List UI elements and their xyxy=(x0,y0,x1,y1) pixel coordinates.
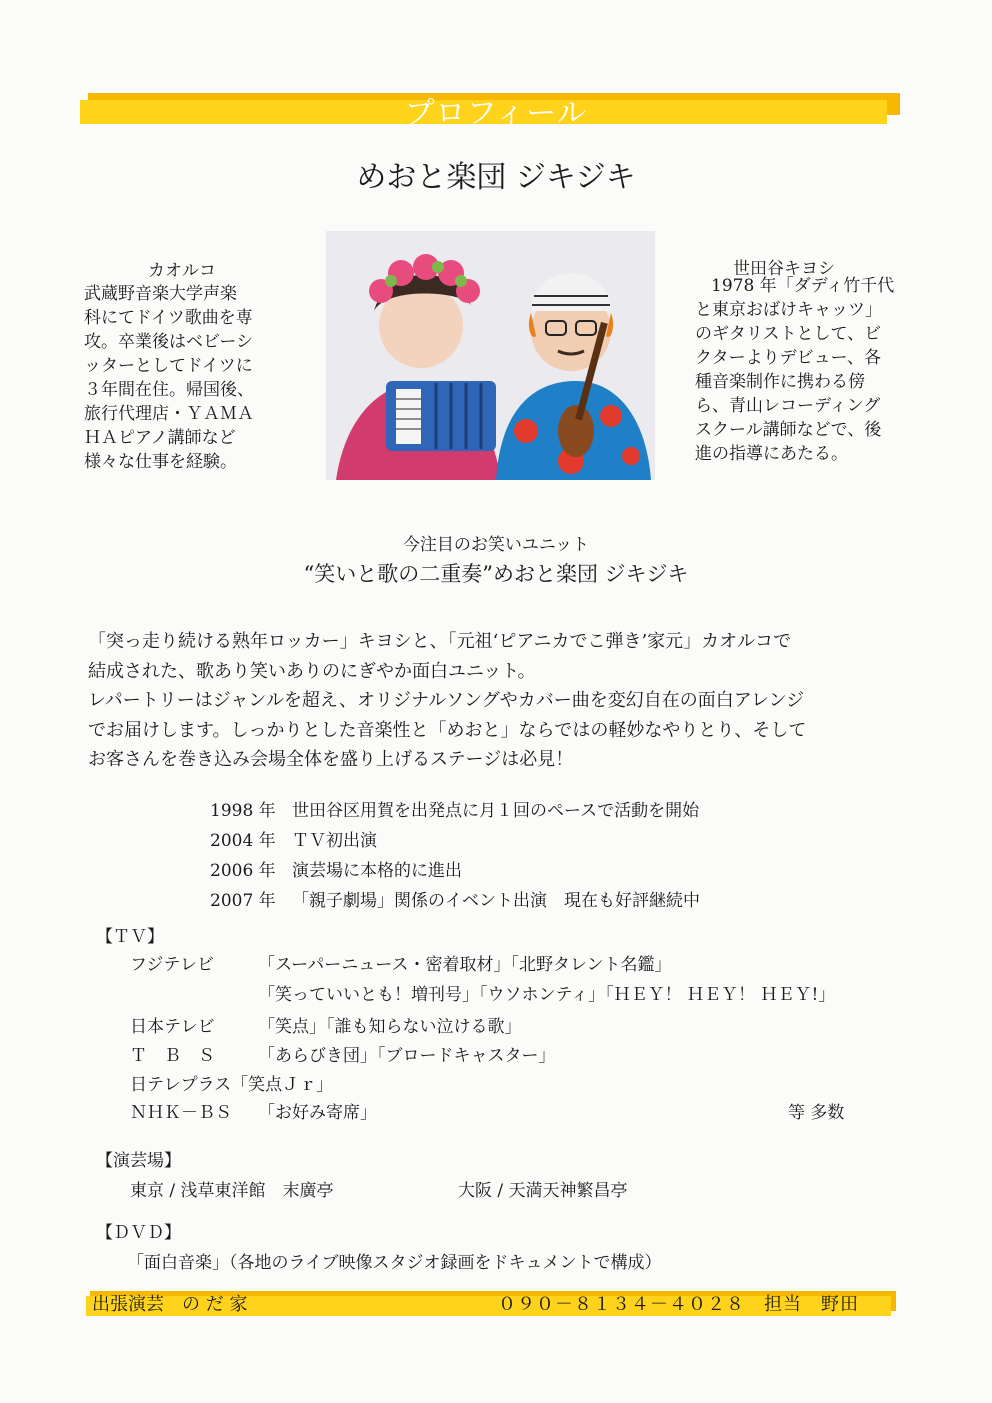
tv-network: 日本テレビ xyxy=(130,1017,215,1037)
history-event: 演芸場に本格的に進出 xyxy=(292,861,462,881)
tv-shows: 「お好み寄席」 xyxy=(258,1103,377,1123)
history-row xyxy=(210,856,700,886)
subtitle-tagline: 今注目のお笑いユニット xyxy=(402,535,590,555)
history-event: ＴＶ初出演 xyxy=(292,831,377,851)
bio-line: ３年間在住。帰国後、 xyxy=(84,380,254,400)
tv-network: フジテレビ xyxy=(130,955,214,975)
intro-paragraph xyxy=(88,627,908,775)
tv-line xyxy=(130,1041,556,1066)
bio-line: 旅行代理店・ＹＡＭＡ xyxy=(84,404,254,424)
history-year: 2006 年 xyxy=(210,861,276,881)
tv-line xyxy=(130,1070,333,1095)
bio-line: ッターとしてドイツに xyxy=(84,356,253,376)
tv-etc-note: 等 多数 xyxy=(788,1103,845,1123)
duo-photo xyxy=(326,231,655,480)
stage-venues-osaka xyxy=(458,1176,628,1201)
tv-line xyxy=(258,980,835,1005)
bio-line: 科にてドイツ歌曲を専 xyxy=(84,308,253,328)
subtitle-headline: “笑いと歌の二重奏”めおと楽団 ジキジキ xyxy=(303,562,689,586)
tv-heading: 【ＴＶ】 xyxy=(96,927,164,947)
bio-line: スクール講師などで、後 xyxy=(695,420,882,440)
duo-photo-illustration xyxy=(326,231,655,480)
history-row xyxy=(210,826,700,856)
left-member-bio xyxy=(84,282,294,474)
right-member-name: 世田谷キヨシ xyxy=(733,259,835,279)
bio-line: 種音楽制作に携わる傍 xyxy=(695,372,865,392)
intro-line: 「突っ走り続ける熟年ロッカー」キヨシと、「元祖‘ピアニカでこ弾き’家元」カオルコで xyxy=(88,631,792,652)
stage-heading: 【演芸場】 xyxy=(96,1151,181,1171)
stage-osaka: 大阪 / 天満天神繁昌亭 xyxy=(458,1181,628,1201)
footer-contact: ０９０－８１３４－４０２８ 担当 野田 xyxy=(498,1294,859,1315)
history-event: 「親子劇場」関係のイベント出演 現在も好評継続中 xyxy=(292,891,700,911)
history-row xyxy=(210,886,700,916)
bio-line: 進の指導にあたる。 xyxy=(695,444,848,464)
right-member-bio xyxy=(695,274,900,466)
intro-line: レパートリーはジャンルを超え、オリジナルソングやカバー曲を変幻自在の面白アレンジ xyxy=(88,690,805,711)
banner-title: プロフィール xyxy=(404,96,588,131)
tv-shows: 「スーパーニュース・密着取材」「北野タレント名鑑」 xyxy=(258,955,672,975)
stage-tokyo: 東京 / 浅草東洋館 末廣亭 xyxy=(130,1181,334,1201)
bio-line: 様々な仕事を経験。 xyxy=(84,452,237,472)
tv-network: Ｔ Ｂ Ｓ xyxy=(130,1046,215,1066)
history-year: 2007 年 xyxy=(210,891,276,911)
bio-line: ら、青山レコーディング xyxy=(695,396,881,416)
bio-line: 武蔵野音楽大学声楽 xyxy=(84,284,237,304)
stage-venues xyxy=(130,1176,334,1201)
bio-line: ＨＡピアノ講師など xyxy=(84,428,236,448)
dvd-item: 「面白音楽」（各地のライブ映像スタジオ録画をドキュメントで構成） xyxy=(127,1253,662,1273)
tv-line xyxy=(130,950,672,975)
history-list xyxy=(210,796,700,916)
tv-shows: 「笑点Ｊｒ」 xyxy=(231,1075,334,1095)
tv-shows: 「笑っていいとも！増刊号」「ウソホンティ」「ＨＥＹ！ ＨＥＹ！ ＨＥＹ!」 xyxy=(258,985,836,1005)
page-title: めおと楽団 ジキジキ xyxy=(356,160,636,195)
left-member-name: カオルコ xyxy=(148,261,216,281)
bio-line: クターよりデビュー、各 xyxy=(695,348,881,368)
bio-line: のギタリストとして、ビ xyxy=(695,324,882,344)
bio-line: 1978 年「ダディ竹千代 xyxy=(711,276,895,296)
dvd-heading: 【ＤＶＤ】 xyxy=(96,1223,181,1243)
tv-line xyxy=(130,1012,522,1037)
history-year: 2004 年 xyxy=(210,831,276,851)
intro-line: でお届けします。しっかりとした音楽性と「めおと」ならではの軽妙なやりとり、そして xyxy=(88,719,807,741)
footer-agency: 出張演芸 の だ 家 xyxy=(92,1294,248,1315)
tv-shows: 「あらびき団」「ブロードキャスター」 xyxy=(258,1046,556,1066)
tv-network: 日テレプラス xyxy=(130,1075,232,1095)
bio-line: と東京おばけキャッツ」 xyxy=(695,300,882,320)
bio-line: 攻。卒業後はベビーシ xyxy=(84,332,253,352)
tv-shows: 「笑点」「誰も知らない泣ける歌」 xyxy=(258,1017,522,1037)
history-event: 世田谷区用賀を出発点に月１回のペースで活動を開始 xyxy=(292,801,700,821)
intro-line: お客さんを巻き込み会場全体を盛り上げるステージは必見！ xyxy=(88,749,574,770)
history-row xyxy=(210,796,700,826)
tv-line xyxy=(130,1098,377,1123)
tv-network: ＮＨＫ－ＢＳ xyxy=(130,1103,232,1123)
intro-line: 結成された、歌あり笑いありのにぎやか面白ユニット。 xyxy=(88,660,536,682)
history-year: 1998 年 xyxy=(210,801,276,821)
